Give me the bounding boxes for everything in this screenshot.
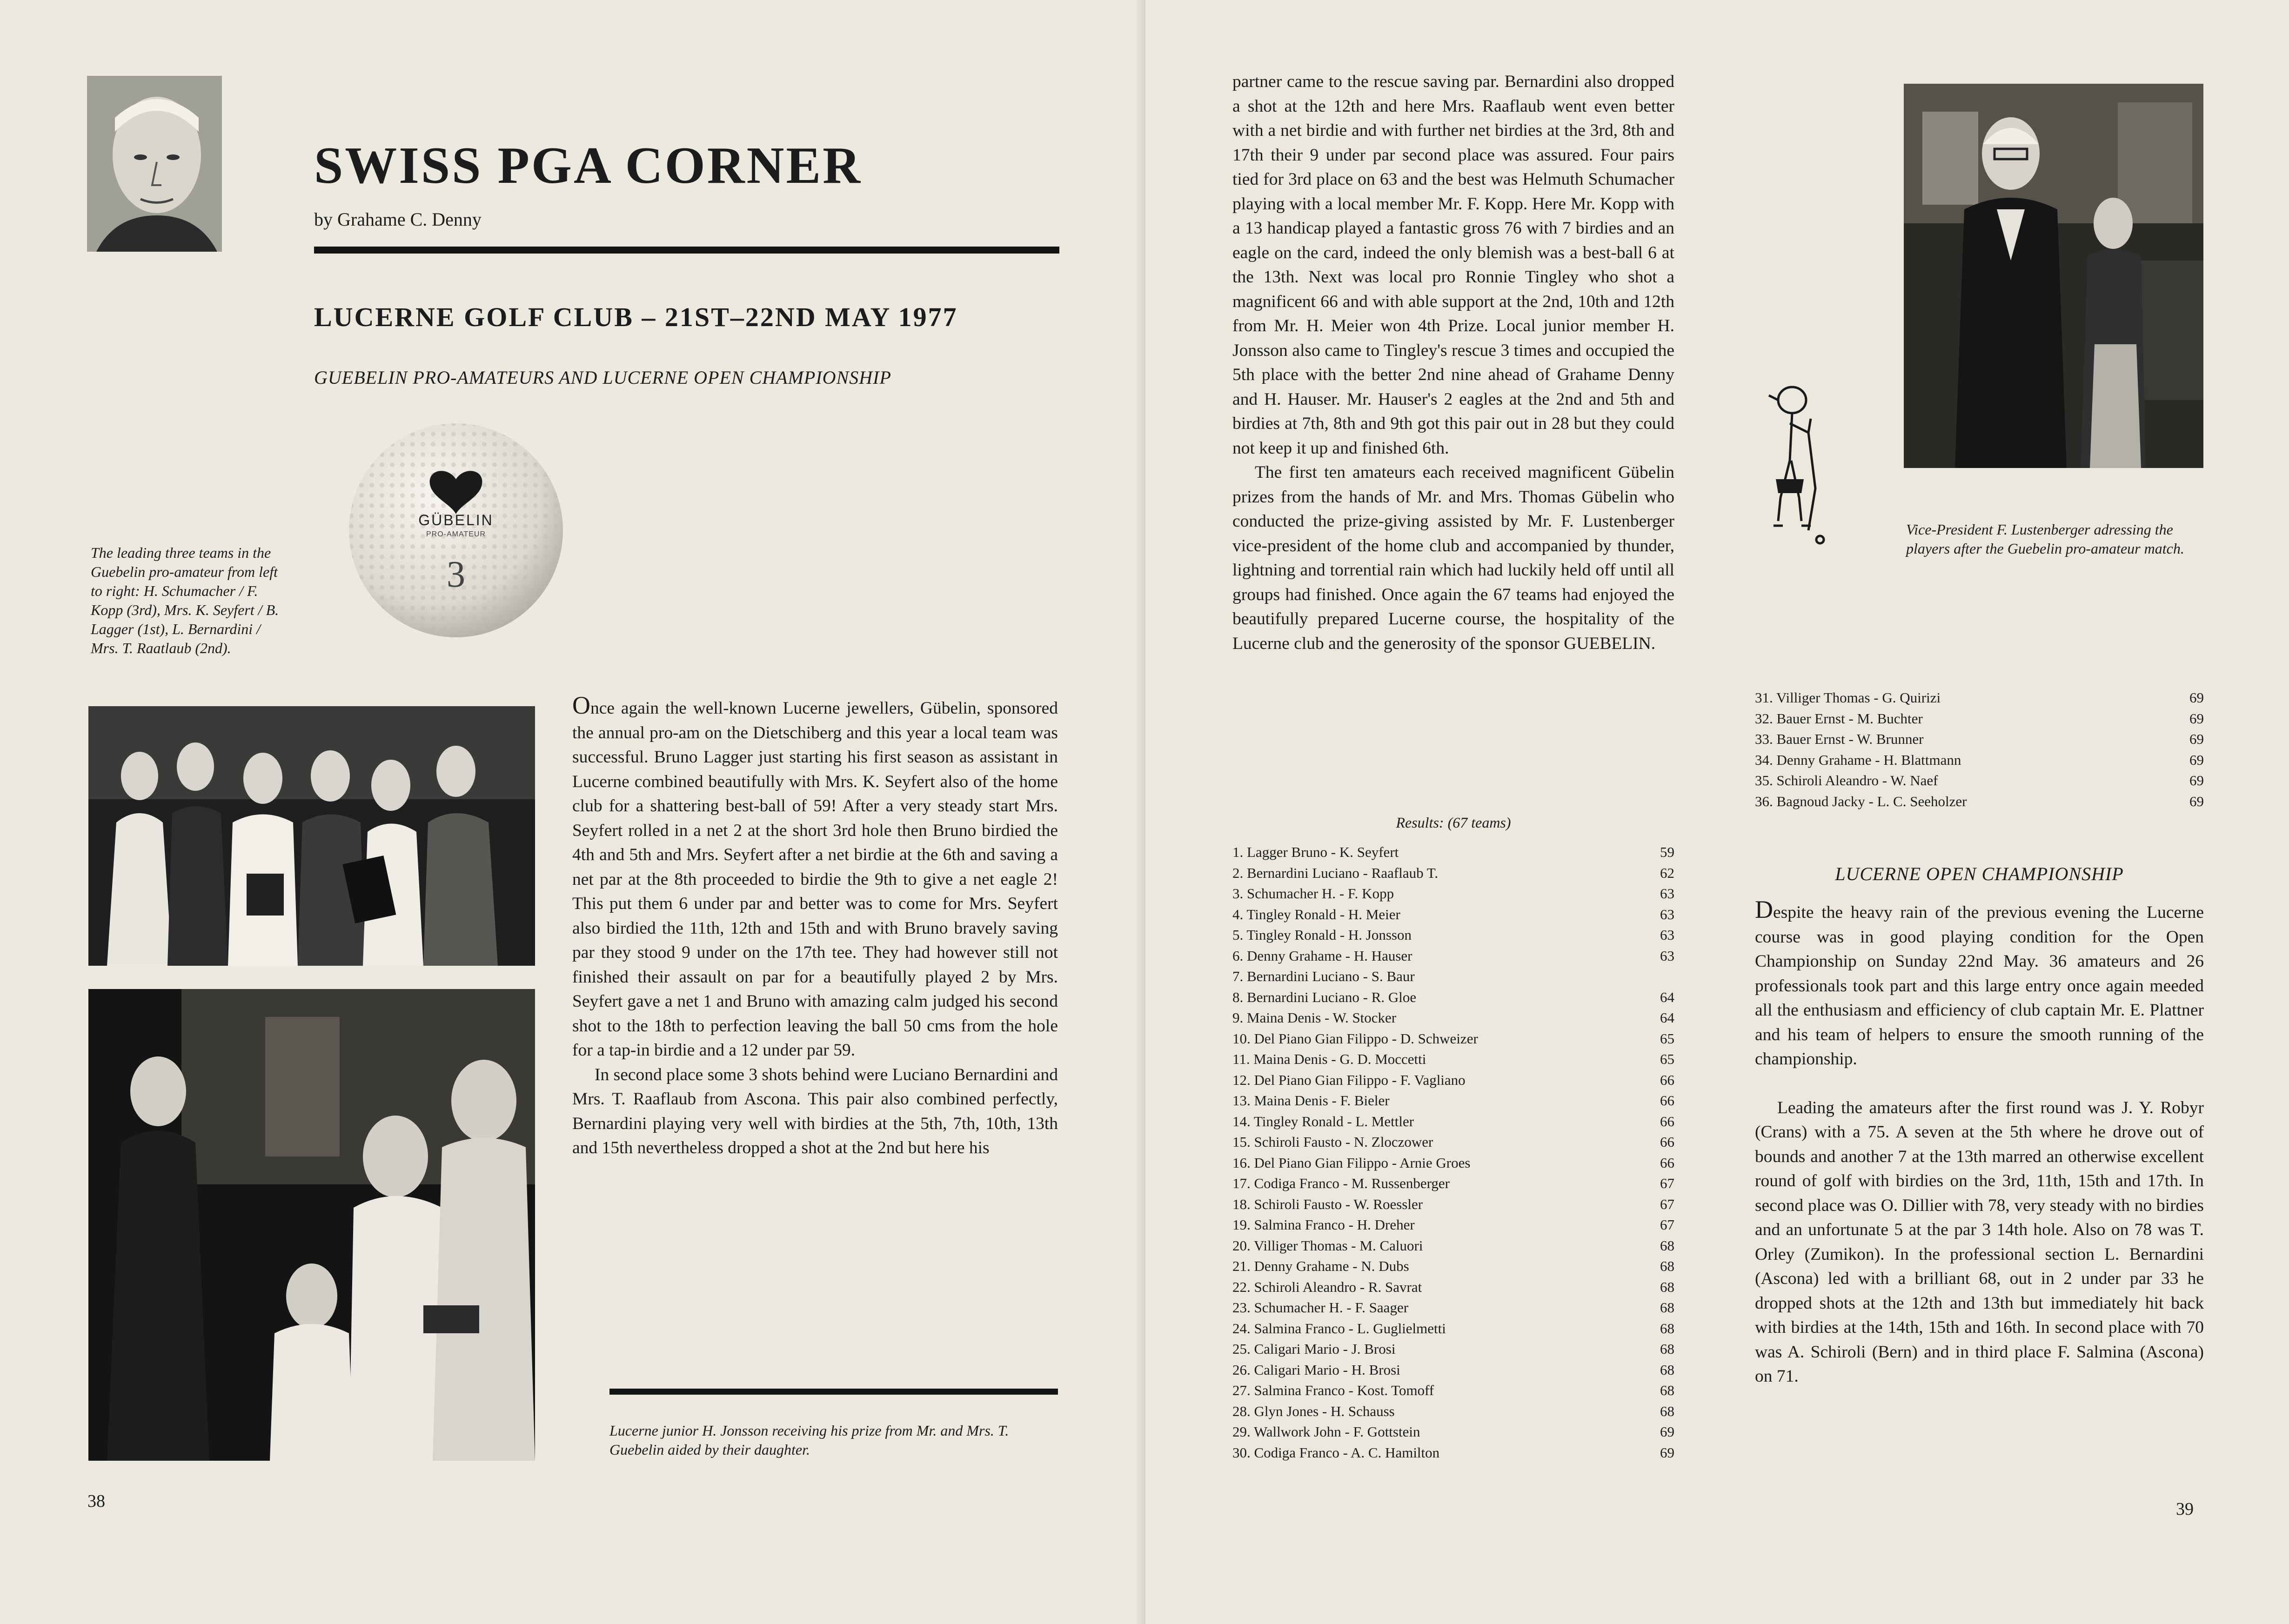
result-row <box>1232 1111 1674 1132</box>
result-row <box>1232 1173 1674 1194</box>
caption-top-left: The leading three teams in the Guebelin pro-amateur from left to right: H. Schumacher / F. Kopp (3rd), Mrs. K. Seyfert / B. Lagger (1st), L. Bernardini / Mrs. T. Raatlaub (2nd). <box>91 544 279 656</box>
result-score: 64 <box>1660 1009 1674 1026</box>
result-row <box>1232 966 1674 987</box>
result-row <box>1232 1277 1674 1298</box>
result-score: 64 <box>1660 989 1674 1005</box>
result-score: 69 <box>2189 793 2204 809</box>
result-team: 6. Denny Grahame - H. Hauser <box>1232 947 1412 964</box>
result-team: 1. Lagger Bruno - K. Seyfert <box>1232 844 1399 860</box>
result-team: 30. Codiga Franco - A. C. Hamilton <box>1232 1444 1440 1461</box>
result-row <box>1232 987 1674 1008</box>
leading-teams-photo <box>88 706 535 966</box>
result-team: 12. Del Piano Gian Filippo - F. Vagliano <box>1232 1071 1466 1088</box>
result-row <box>1232 946 1674 967</box>
result-team: 14. Tingley Ronald - L. Mettler <box>1232 1113 1414 1129</box>
result-score: 68 <box>1660 1382 1674 1398</box>
caption-bottom: Lucerne junior H. Jonsson receiving his prize from Mr. and Mrs. T. Guebelin aided by their daughter. <box>609 1422 1009 1458</box>
result-score: 68 <box>1660 1237 1674 1254</box>
result-score: 67 <box>1660 1196 1674 1212</box>
result-team: 28. Glyn Jones - H. Schauss <box>1232 1403 1395 1419</box>
result-score: 63 <box>1660 906 1674 922</box>
result-row <box>1232 1153 1674 1174</box>
caption-rule <box>609 1389 1058 1395</box>
results-heading: Results: (67 teams) <box>1396 814 1511 831</box>
result-score: 66 <box>1660 1134 1674 1150</box>
result-score: 62 <box>1660 864 1674 881</box>
result-team: 4. Tingley Ronald - H. Meier <box>1232 906 1400 922</box>
result-team: 29. Wallwork John - F. Gottstein <box>1232 1424 1420 1440</box>
result-score: 66 <box>1660 1154 1674 1171</box>
result-score: 63 <box>1660 885 1674 902</box>
result-row <box>1232 842 1674 863</box>
result-row <box>1232 1194 1674 1215</box>
result-score: 68 <box>1660 1278 1674 1295</box>
result-team: 25. Caligari Mario - J. Brosi <box>1232 1341 1396 1357</box>
author-portrait-photo <box>87 76 222 252</box>
result-team: 27. Salmina Franco - Kost. Tomoff <box>1232 1382 1434 1398</box>
headline: LUCERNE GOLF CLUB – 21ST–22ND MAY 1977 <box>314 302 958 332</box>
result-row <box>1755 770 2204 791</box>
result-score: 63 <box>1660 947 1674 964</box>
result-row <box>1232 1090 1674 1111</box>
result-score: 68 <box>1660 1361 1674 1378</box>
open-championship-body <box>1755 896 2204 1389</box>
result-row <box>1232 904 1674 925</box>
byline: by Grahame C. Denny <box>314 209 482 230</box>
results-list-continued <box>1755 688 2204 812</box>
ball-number-text: 3 <box>447 554 465 595</box>
result-score: 65 <box>1660 1051 1674 1067</box>
result-row <box>1232 1236 1674 1256</box>
result-row <box>1232 1256 1674 1277</box>
result-team: 26. Caligari Mario - H. Brosi <box>1232 1361 1400 1378</box>
result-score: 69 <box>1660 1424 1674 1440</box>
result-team: 36. Bagnoud Jacky - L. C. Seeholzer <box>1755 793 1967 809</box>
result-score: 63 <box>1660 927 1674 943</box>
result-team: 13. Maina Denis - F. Bieler <box>1232 1092 1390 1109</box>
result-score: 69 <box>2189 689 2204 706</box>
result-score: 59 <box>1660 844 1674 860</box>
open-paragraph-1: espite the heavy rain of the previous evening the Lucerne course was in good playing condition for the Open Championship on Sunday 22nd May. 36 amateurs and 26 professionals took part and this large entry once again meeded all the enthusiasm and efficiency of club captain Mr. E. Plattner and his team of helpers to ensure the smooth running of the championship. <box>1755 903 2204 1069</box>
result-score: 68 <box>1660 1320 1674 1337</box>
result-team: 2. Bernardini Luciano - Raaflaub T. <box>1232 864 1439 881</box>
result-score: 68 <box>1660 1403 1674 1419</box>
open-paragraph-2: Leading the amateurs after the first round was J. Y. Robyr (Crans) with a 75. A seven at the 5th where he drove out of bounds and another 7 at the 13th marred an otherwise excellent round of golf with birdies on the 3rd, 11th, 15th and 17th. In second place was O. Dillier with 78, very steady with no birdies and an unfortunate 5 at the par 3 14th hole. Also on 78 was T. Orley (Zumikon). In the professional section L. Bernardini (Ascona) led with a brilliant 68, out in 2 under par 33 he dropped shots at the 12th and 13th but immediately hit back with birdies at the 14th, 15th and 16th. In second place with 70 was A. Schiroli (Bern) and in third place F. Salmina (Ascona) on 71. <box>1755 1098 2204 1386</box>
article-body-right <box>1232 70 1674 656</box>
result-team: 19. Salmina Franco - H. Dreher <box>1232 1216 1415 1233</box>
body-left-paragraph-2: In second place some 3 shots behind were Luciano Bernardini and Mrs. T. Raaflaub from Ascona. This pair also combined perfectly, Bernardini playing very well with birdies at the 5th, 7th, 10th, 13th and 15th nevertheless dropped a shot at the 2nd but here his <box>572 1065 1058 1157</box>
result-team: 17. Codiga Franco - M. Russenberger <box>1232 1175 1450 1191</box>
result-row <box>1755 729 2204 750</box>
result-score: 68 <box>1660 1299 1674 1316</box>
result-row <box>1755 708 2204 729</box>
result-team: 21. Denny Grahame - N. Dubs <box>1232 1258 1409 1274</box>
result-score: 66 <box>1660 1071 1674 1088</box>
result-score: 69 <box>2189 772 2204 789</box>
result-row <box>1232 1443 1674 1464</box>
vice-president-photo <box>1904 84 2203 468</box>
result-row <box>1755 791 2204 812</box>
page-number-left: 38 <box>87 1491 105 1511</box>
result-team: 9. Maina Denis - W. Stocker <box>1232 1009 1397 1026</box>
result-row <box>1232 1297 1674 1318</box>
result-team: 16. Del Piano Gian Filippo - Arnie Groes <box>1232 1154 1471 1171</box>
result-row <box>1232 1318 1674 1339</box>
result-score: 69 <box>2189 751 2204 768</box>
result-team: 34. Denny Grahame - H. Blattmann <box>1755 751 1961 768</box>
result-row <box>1232 1049 1674 1070</box>
result-row <box>1232 863 1674 884</box>
result-score: 68 <box>1660 1258 1674 1274</box>
result-score: 67 <box>1660 1216 1674 1233</box>
result-team: 23. Schumacher H. - F. Saager <box>1232 1299 1409 1316</box>
article-title: SWISS PGA CORNER <box>314 137 863 194</box>
result-row <box>1232 883 1674 904</box>
result-score: 68 <box>1660 1341 1674 1357</box>
result-row <box>1232 1401 1674 1422</box>
result-score: 69 <box>2189 731 2204 747</box>
dropcap-d: D <box>1755 896 1773 923</box>
result-score: 69 <box>2189 710 2204 727</box>
ball-brand-text: GÜBELIN <box>418 512 494 528</box>
result-row <box>1232 1029 1674 1049</box>
result-team: 3. Schumacher H. - F. Kopp <box>1232 885 1394 902</box>
cartoon-golfer-illustration <box>1764 381 1834 549</box>
result-team: 32. Bauer Ernst - M. Buchter <box>1755 710 1923 727</box>
dropcap-o: O <box>572 691 590 719</box>
result-team: 22. Schiroli Aleandro - R. Savrat <box>1232 1278 1422 1295</box>
right-page <box>1145 0 2289 1624</box>
result-team: 10. Del Piano Gian Filippo - D. Schweizer <box>1232 1030 1478 1047</box>
result-row <box>1232 1380 1674 1401</box>
result-team: 35. Schiroli Aleandro - W. Naef <box>1755 772 1938 789</box>
result-row <box>1232 1008 1674 1029</box>
body-right-paragraph-1: partner came to the rescue saving par. Bernardini also dropped a shot at the 12th and here Mrs. Raaflaub went even better with a net birdie and with further net birdies at the 3rd, 8th and 17th their 9 under par second place was assured. Four pairs tied for 3rd place on 63 and the best was Helmuth Schumacher playing with a local member Mr. F. Kopp. Here Mr. Kopp with a 13 handicap played a fantastic gross 76 with 7 birdies and an eagle on the card, indeed the only blemish was a best-ball 6 at the 13th. Next was local pro Ronnie Tingley who shot a magnificent 66 and with able support at the 2nd, 10th and 12th from Mr. H. Meier won 4th Prize. Local junior member H. Jonsson also came to Tingley's rescue 3 times and occupied the 5th place with the better 2nd nine ahead of Grahame Denny and H. Hauser. Mr. Hauser's 2 eagles at the 2nd and 5th and birdies at 7th, 8th and 9th got this pair out in 28 but they could not keep it up and finished 6th. <box>1232 72 1674 458</box>
result-row <box>1755 688 2204 708</box>
result-team: 11. Maina Denis - G. D. Moccetti <box>1232 1051 1426 1067</box>
result-team: 18. Schiroli Fausto - W. Roessler <box>1232 1196 1423 1212</box>
result-team: 5. Tingley Ronald - H. Jonsson <box>1232 927 1412 943</box>
result-team: 7. Bernardini Luciano - S. Baur <box>1232 968 1415 984</box>
result-row <box>1232 1215 1674 1236</box>
results-list <box>1232 842 1674 1463</box>
result-row <box>1755 750 2204 771</box>
result-team: 20. Villiger Thomas - M. Caluori <box>1232 1237 1423 1254</box>
caption-right-photo: Vice-President F. Lustenberger adressing the players after the Guebelin pro-amateur match. <box>1906 521 2184 557</box>
title-rule <box>314 247 1059 254</box>
result-row <box>1232 925 1674 946</box>
open-championship-heading: LUCERNE OPEN CHAMPIONSHIP <box>1835 863 2124 884</box>
result-team: 24. Salmina Franco - L. Guglielmetti <box>1232 1320 1446 1337</box>
golf-ball-photo <box>326 419 586 642</box>
result-row <box>1232 1132 1674 1153</box>
result-score: 65 <box>1660 1030 1674 1047</box>
prize-giving-photo <box>88 989 535 1461</box>
ball-line-text: PRO-AMATEUR <box>426 530 486 538</box>
result-score: 66 <box>1660 1092 1674 1109</box>
result-row <box>1232 1339 1674 1360</box>
result-score: 69 <box>1660 1444 1674 1461</box>
subheadline: GUEBELIN PRO-AMATEURS AND LUCERNE OPEN CHAMPIONSHIP <box>314 367 891 388</box>
result-team: 33. Bauer Ernst - W. Brunner <box>1755 731 1924 747</box>
page-number-right: 39 <box>2176 1499 2194 1519</box>
result-score: 67 <box>1660 1175 1674 1191</box>
result-team: 31. Villiger Thomas - G. Quirizi <box>1755 689 1941 706</box>
result-team: 15. Schiroli Fausto - N. Zloczower <box>1232 1134 1433 1150</box>
result-score: 66 <box>1660 1113 1674 1129</box>
result-team: 8. Bernardini Luciano - R. Gloe <box>1232 989 1417 1005</box>
result-row <box>1232 1360 1674 1381</box>
body-left-paragraph-1: nce again the well-known Lucerne jewellers, Gübelin, sponsored the annual pro-am on the Dietschiberg and this year a local team was successful. Bruno Lagger just starting his first season as assistant in Lucerne combined beautifully with Mrs. K. Seyfert also of the home club for a shattering best-ball of 59! After a very steady start Mrs. Seyfert rolled in a net 2 at the short 3rd hole then Bruno birdied the 4th and 5th and Mrs. Seyfert after a net birdie at the 6th and saving a net par at the 8th proceeded to birdie the 9th to give a net eagle 2! This put them 6 under par and better was to come for Mrs. Seyfert also birdied the 11th, 12th and 15th and with Bruno bravely saving par they stood 9 under on the 17th tee. They had however still not finished their assault on par for a beautifully played 2 by Mrs. Seyfert gave a net 1 and Bruno with amazing calm judged his second shot to the 18th to perfection leaving the ball 50 cms from the hole for a tap-in birdie and a 12 under par 59. <box>572 699 1058 1060</box>
result-row <box>1232 1070 1674 1091</box>
body-right-paragraph-2: The first ten amateurs each received magnificent Gübelin prizes from the hands of Mr. and Mrs. Thomas Gübelin who conducted the prize-giving assisted by Mr. F. Lustenberger vice-president of the home club and accompanied by thunder, lightning and torrential rain which had luckily held off until all groups had finished. Once again the 67 teams had enjoyed the beautifully prepared Lucerne course, the hospitality of the Lucerne club and the generosity of the sponsor GUEBELIN. <box>1232 463 1674 653</box>
result-row <box>1232 1422 1674 1443</box>
article-body-left <box>572 691 1058 1161</box>
